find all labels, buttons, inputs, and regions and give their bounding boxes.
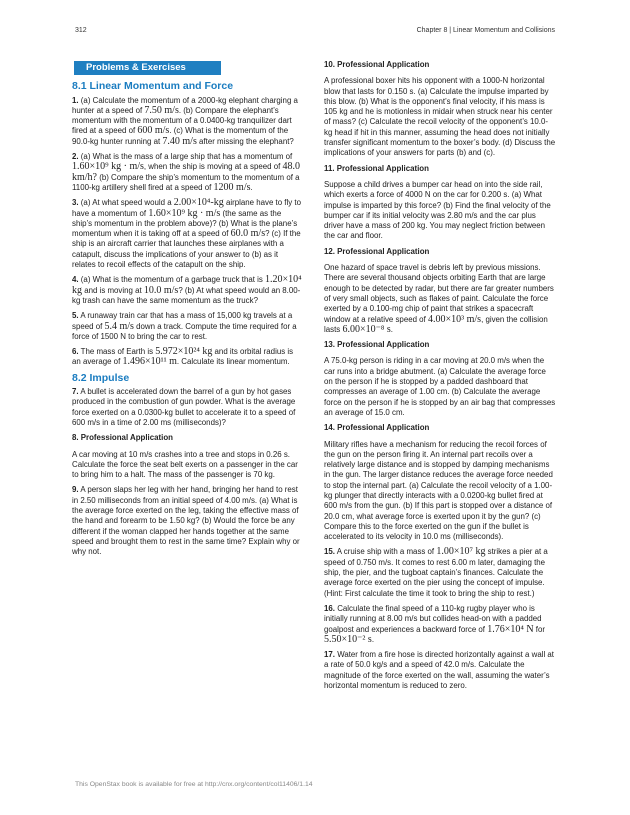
problem-10: A professional boxer hits his opponent with a 1000-N horizontal blow that lasts for 0.150 s. (a) Calculate the impulse imparted by this blow. (b) What is the opponent’s final velocity, if his mass is 105 kg and he is motionless in midair when struck near his center of mass? (c) Calculate the recoil velocity of the opponent’s 10.0-kg head if hit in this manner, assuming the head does not initially transfer significant momentum to the boxer’s body. (d) Discuss the implications of your answers for parts (b) and (c). (324, 76, 556, 158)
problem-2: 2. (a) What is the mass of a large ship that has a momentum of 1.60×10⁹ kg · m/s, when the ship is moving at a speed of 48.0 km/h? (b) Compare the ship’s momentum to the momentum of a 1100-kg artillery shell fired at a speed of 1200 m/s. (72, 152, 301, 193)
problem-16: 16. Calculate the final speed of a 110-kg rugby player who is initially running at 8.00 m/s but collides head-on with a padded goalpost and experiences a backward force of 1.76×10⁴ N for 5.50×10⁻² s. (324, 603, 545, 645)
problem-12-heading: 12. Professional Application (324, 246, 430, 256)
problem-8-heading: 8. Professional Application (72, 433, 173, 443)
problem-10-heading: 10. Professional Application (324, 60, 430, 69)
problem-3: 3. (a) At what speed would a 2.00×10⁴-kg airplane have to fly to have a momentum of 1.60×10⁹ kg · m/s (the same as the ship’s momentum in the problem above)? (b) What is the plane’s momentum when it is taking off at a speed of 60.0 m/s? (c) If the ship is an aircraft carrier that launches these airplanes with a catapult, discuss the implications of your answer to (b) as it relates to recoil effects of the catapult on the ship. (72, 197, 301, 270)
problem-14: Military rifles have a mechanism for reducing the recoil forces of the gun on the person firing it. An internal part recoils over a relatively large distance and is stopped by damping mechanisms in the gun. The larger distance reduces the average force needed to stop the internal part. (a) Calculate the recoil velocity of a 1.00-kg plunger that directly interacts with a 0.0200-kg bullet fired at 600 m/s from the gun. (b) If this part is stopped over a distance of 20.0 cm, what average force is exerted upon it by the gun? (c) Compare this to the force exerted on the gun if the bullet is accelerated to its velocity in 10.0 ms (milliseconds). (324, 439, 553, 542)
problem-5: 5. A runaway train car that has a mass of 15,000 kg travels at a speed of 5.4 m/s down a track. Compute the time required for a force of 1500 N to bring the car to rest. (72, 311, 297, 341)
chapter-header: Chapter 8 | Linear Momentum and Collisions (416, 27, 555, 34)
problem-1: 1. (a) Calculate the momentum of a 2000-kg elephant charging a hunter at a speed of 7.50 m/s. (b) Compare the elephant’s momentum with the momentum of a 0.0400-kg tranquilizer dart fired at a speed of 600 m/s. (c) What is the momentum of the 90.0-kg hunter running at 7.40 m/s after missing the elephant? (72, 95, 298, 147)
problem-13: A 75.0-kg person is riding in a car moving at 20.0 m/s when the car runs into a bridge abutment. (a) Calculate the average force on the person if he is stopped by a padded dashboard that compresses an average of 1.00 cm. (b) Calculate the average force on the person if he is stopped by an air bag that compresses an average of 15.0 cm. (324, 356, 556, 417)
problem-13-heading: 13. Professional Application (324, 340, 430, 350)
page-number: 312 (75, 27, 87, 34)
problem-15: 15. A cruise ship with a mass of 1.00×10⁷ kg strikes a pier at a speed of 0.750 m/s. It comes to rest 6.00 m later, damaging the ship, the pier, and the tugboat captain’s finances. Calculate the average force exerted on the pier using the concept of impulse. (Hint: First calculate the time it took to bring the ship to rest.) (324, 546, 548, 598)
problem-11: Suppose a child drives a bumper car head on into the side rail, which exerts a force of 4000 N on the car for 0.200 s. (a) What impulse is imparted by this force? (b) Find the final velocity of the bumper car if its initial velocity was 2.80 m/s and the car plus driver have a mass of 200 kg. You may neglect friction between the car and floor. (324, 179, 551, 241)
problem-6: 6. The mass of Earth is 5.972×10²⁴ kg and its orbital radius is an average of 1.496×10¹¹ m. Calculate its linear momentum. (72, 346, 294, 368)
section-heading-8-1: 8.1 Linear Momentum and Force (72, 80, 234, 93)
problem-11-heading: 11. Professional Application (324, 163, 429, 173)
problem-17: 17. Water from a fire hose is directed horizontally against a wall at a rate of 50.0 kg/s and a speed of 42.0 m/s. Calculate the magnitude of the force exerted on the wall, assuming the water’s horizontal momentum is reduced to zero. (324, 650, 554, 691)
left-column (72, 60, 302, 562)
problem-4: 4. (a) What is the momentum of a garbage truck that is 1.20×10⁴ kg and is moving at 10.0 m/s? (b) At what speed would an 8.00-kg trash can have the same momentum as the truck? (72, 274, 302, 305)
section-banner: Problems & Exercises (74, 61, 221, 75)
problem-14-heading: 14. Professional Application (324, 423, 430, 433)
problem-8: A car moving at 10 m/s crashes into a tree and stops in 0.26 s. Calculate the force the seat belt exerts on a passenger in the car to bring him to a halt. The mass of the passenger is 70 kg. (72, 449, 298, 480)
right-column (324, 60, 556, 696)
problem-7: 7. A bullet is accelerated down the barrel of a gun by hot gases produced in the combustion of gun powder. What is the average force exerted on a 0.0300-kg bullet to accelerate it to a speed of 600 m/s in a time of 2.00 ms (milliseconds)? (72, 387, 296, 427)
section-heading-8-2: 8.2 Impulse (72, 371, 130, 384)
problem-9: 9. A person slaps her leg with her hand, bringing her hand to rest in 2.50 milliseconds from an initial speed of 4.00 m/s. (a) What is the average force exerted on the leg, taking the effective mass of the hand and forearm to be 1.50 kg? (b) Would the force be any different if the woman clapped her hands together at the same speed and brought them to rest in the same time? Explain why or why not. (72, 485, 300, 557)
footer-note: This OpenStax book is available for free at http://cnx.org/content/col11406/1.14 (75, 781, 313, 788)
problem-12: One hazard of space travel is debris left by previous missions. There are several thousand objects orbiting Earth that are large enough to be detected by radar, but there are far greater numbers of very small objects, such as flakes of paint. Calculate the force exerted by a 0.100-mg chip of paint that strikes a spacecraft window at a relative speed of 4.00×10³ m/s, given the collision lasts 6.00×10⁻⁸ s. (324, 263, 554, 335)
